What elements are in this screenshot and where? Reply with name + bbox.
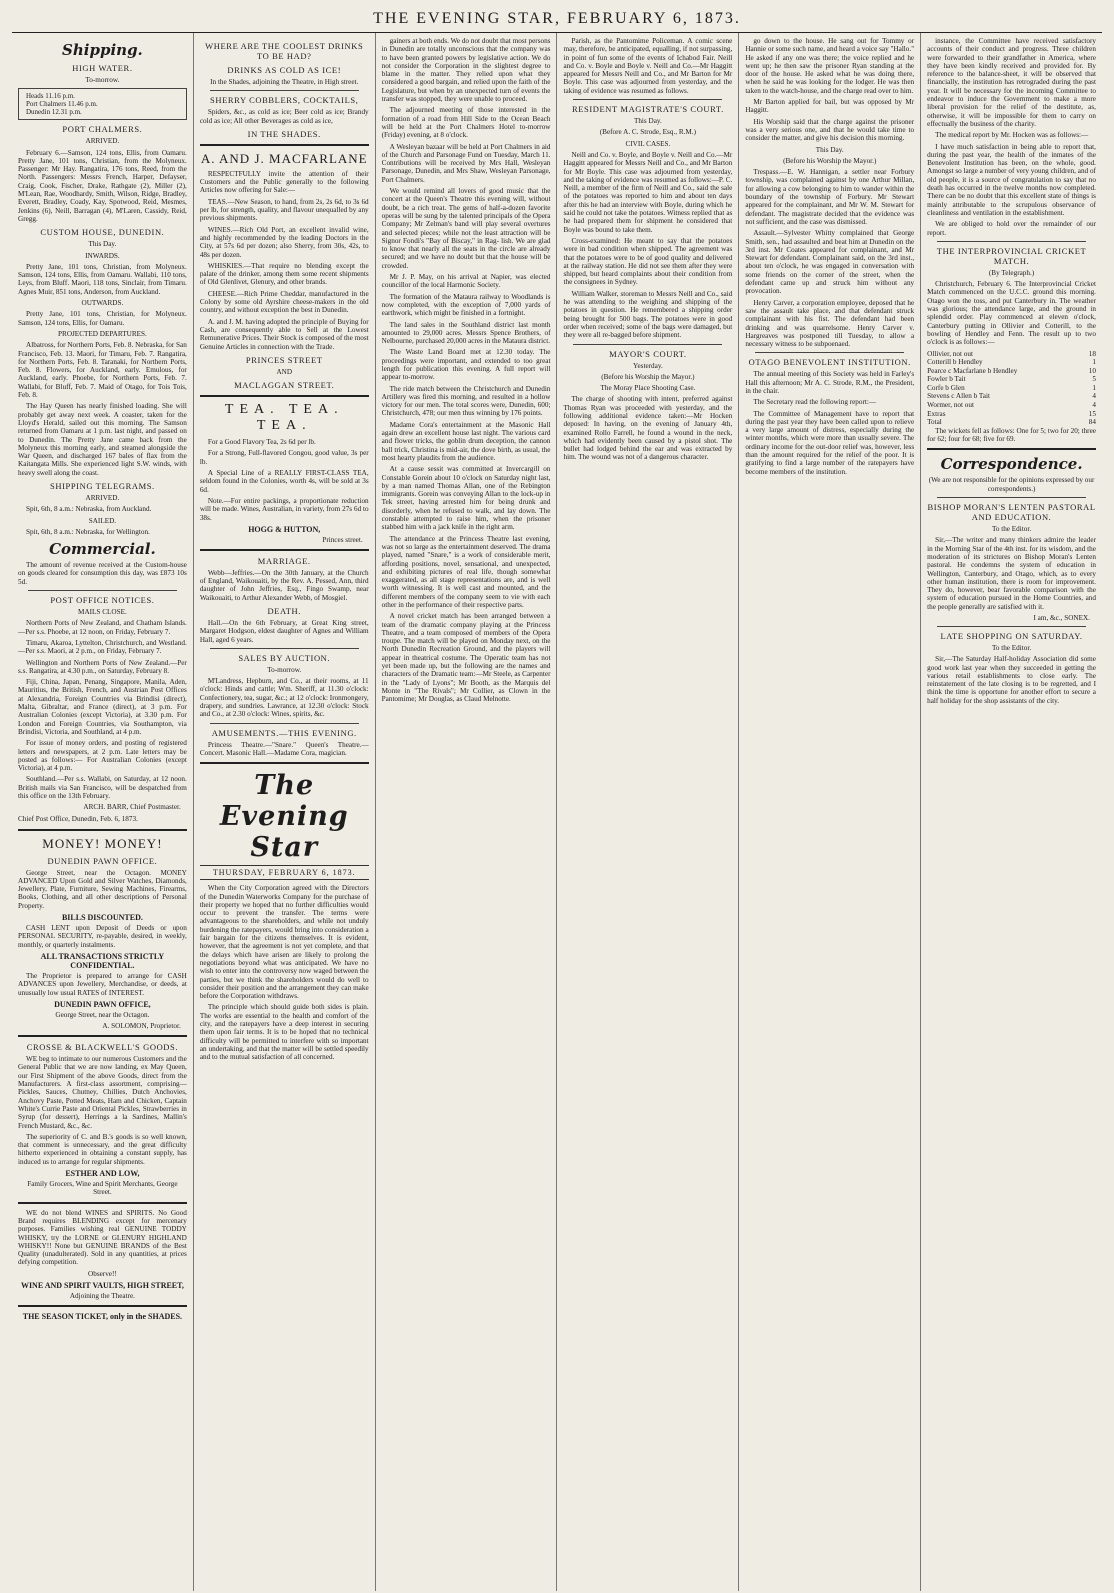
wine-vaults: WINE AND SPIRIT VAULTS, HIGH STREET,: [20, 1280, 184, 1290]
tide-dunedin: Dunedin 12.31 p.m.: [26, 108, 82, 117]
amusements-heading: AMUSEMENTS.—THIS EVENING.: [211, 727, 357, 738]
tide-heads: Heads 11.16 p.m.: [26, 92, 75, 101]
maclaggan-street: MACLAGGAN STREET.: [234, 380, 335, 391]
cheese-text: CHEESE.—Rich Prime Cheddar, manufactured in the Colony by some old Ayrshire cheese-makers in the old country, and without exception the best in Dunedin.: [199, 289, 369, 315]
col3-text-g: The land sales in the Southland district last month amounted to 29,000 acres. Messrs Spence Brothers, of Nelbourne, purchased 20,000 acres in the Mataura district.: [381, 320, 551, 346]
score-runs: 1: [1092, 383, 1096, 392]
score-row-total: [927, 418, 1096, 427]
death-text: Hall.—On the 6th February, at Great King street, Margaret Hodgson, eldest daughter of Agnes and William Hall, aged 6 years.: [199, 618, 369, 644]
tide-table: [18, 88, 187, 120]
col3-text-l: The attendance at the Princess Theatre last evening, was not so large as the entertainment deserved. The drama played, named "Snare," is a work of considerable merit, affording positions, novel, sensational, and unexpected, and exhibiting pictures of real life, though somewhat exaggerated, as all stage representations are, and is well worth witnessing. It is well cast and mounted, and the different members of the company seem to vie with each other in the performance of their respective parts.: [381, 534, 551, 609]
post-signature-2: Chief Post Office, Dunedin, Feb. 6, 1873.: [18, 815, 138, 824]
col4-before-2: (Before his Worship the Mayor.): [601, 372, 695, 381]
score-name: Cotterill b Hendley: [927, 358, 983, 367]
col5-text-a: go down to the house. He sang out for Tommy or Hannie or some such name, and heard a voice say "Hallo." He asked if any one was there; the voice replied and he went up; he then saw the prisoner Ryan standing at the door of the house. He asked what he was doing there, when he said he was looking for the lodger. He was then taken to the watch-house, and the charge read over to him.: [745, 37, 915, 95]
moray-place-case: The Moray Place Shooting Case.: [600, 384, 696, 393]
esther-sub: Family Grocers, Wine and Spirit Merchants, George Street.: [27, 1180, 178, 1197]
score-runs: 10: [1088, 366, 1096, 375]
pawn-signature: A. SOLOMON, Proprietor.: [102, 1022, 181, 1031]
col3-text-c: A Wesleyan bazaar will be held at Port Chalmers in aid of the Church and Parsonage Fund on Tuesday, March 11. Contributions will be received by Mrs Hall, Wesleyan Parsonage, Dunedin, and Mrs Shaw, Wesleyan Parsonage, Port Chalmers.: [381, 142, 551, 184]
high-water-heading: HIGH WATER.: [72, 63, 133, 73]
sales-text: M'Landress, Hepburn, and Co., at their rooms, at 11 o'clock: Hinds and cattle; Wm. Sheriff, at 11.30 o'clock: Confectionery, tea, sugar, &c.; at 12 o'clock: Ironmongery, drapery, and sundries. Lawrance, at 12.30 o'clock: Stock and Co., at 2.30 o'clock: Wines, spirits, &c.: [199, 677, 369, 719]
score-row: [927, 367, 1096, 376]
score-row: [927, 392, 1096, 401]
strictly-heading: ALL TRANSACTIONS STRICTLY CONFIDENTIAL.: [40, 951, 165, 970]
coolest-heading: WHERE ARE THE COOLEST DRINKS TO BE HAD?: [205, 41, 364, 61]
leader-text-2: The principle which should guide both sides is plain. The works are essential to the health and comfort of the city, and the ratepayers have a deep interest in securing them upon fair terms. It is to be hoped that no technical difficulty will be permitted to interfere with so important an undertaking, and that the matter will be settled speedily and to the mutual satisfaction of all concerned.: [199, 1003, 369, 1062]
letter-signature: I am, &c., SONEX.: [1033, 614, 1090, 622]
tea-line-2: For a Strong, Full-flavored Congou, good value, 3s per lb.: [199, 449, 369, 466]
observe-label: Observe!!: [88, 1269, 117, 1278]
col6-text-a: instance, the Committee have received satisfactory accounts of their conduct and progress. Three children were forwarded to their grandfather in America, where they have been kindly received and provided for. By reference to the balance-sheet, it will be observed that financially, the institution has retrograded during the past year. It will be necessary for the incoming Committee to endeavor to induce the Government to make a more liberal provision for the relief of the destitute, as, otherwise, it will be impossible for them to carry on effectually the business of the charity.: [927, 37, 1096, 128]
inwards-label: INWARDS.: [85, 251, 120, 260]
col6-text-g: Sir,—The writer and many thinkers admire the leader in the Morning Star of the 4th inst. for its wisdom, and the moderation of its strictures on Bishop Moran's Lenten pastoral. He condemns the system of education in Wellington, Canterbury, and Otago, which, as to every other human institution, there is room for improvement. They do, however, bear favorable comparison with the system of education pursued in the Home Countries, and the people generally are satisfied with it.: [927, 536, 1096, 611]
col4-this-day: This Day.: [633, 117, 662, 126]
col3-text-b: The adjourned meeting of those interested in the formation of a road from Hill Side to the Ocean Beach will be held at the Port Chalmers Hotel to-morrow (Friday) evening, at 8 o'clock.: [381, 106, 551, 140]
commercial-text: The amount of revenue received at the Custom-house on goods cleared for consumption this day, was £873 10s 5d.: [18, 561, 187, 586]
score-list: [927, 350, 1096, 427]
crosse-heading: CROSSE & BLACKWELL'S GOODS.: [26, 1042, 179, 1053]
tea-line-1: For a Good Flavory Tea, 2s 6d per lb.: [207, 438, 316, 447]
col5-text-e: Assault.—Sylvester Whitty complained that George Smith, sen., had assaulted and beat him at Dunedin on the 3rd inst. Mr Coates appeared for complainant, and Mr Stewart for defendant. Complainant said, on the 3rd inst., about ten o'clock, he was engaged in conversation with some friends on the corner of the street, when the defendant came up and struck him without any provocation.: [745, 229, 915, 296]
col5-text-h: The Secretary read the following report:—: [753, 398, 877, 407]
to-editor: To the Editor.: [991, 525, 1032, 534]
post-signature: ARCH. BARR, Chief Postmaster.: [83, 803, 181, 812]
col6-text-d: We are obliged to hold over the remainder of our report.: [927, 220, 1096, 237]
this-day-label: This Day.: [88, 240, 117, 249]
tel-sailed-text: Spit, 6th, 8 a.m.: Nebraska, for Wellington.: [26, 527, 150, 536]
cold-sub: In the Shades, adjoining the Theatre, in High street.: [210, 78, 359, 86]
projected-label: PROJECTED DEPARTURES.: [58, 329, 147, 338]
and-word: AND: [276, 367, 293, 376]
score-runs: 5: [1092, 375, 1096, 384]
marriage-heading: MARRIAGE.: [257, 555, 311, 566]
col4-text-e: The charge of shooting with intent, preferred against Thomas Ryan was proceeded with yesterday, and the following additional evidence taken:—Mr Hocken deposed: In having, on the evening of January 4th, examined Rollo Farrell, he found a wound in the neck, which had evidently been caused by a pistol shot. The bullet had lodged behind the ear and was extracted by him. The wound was not of a dangerous character.: [563, 395, 733, 462]
bishop-heading: BISHOP MORAN'S LENTEN PASTORAL AND EDUCATION.: [927, 502, 1096, 523]
score-row: [927, 384, 1096, 393]
score-runs: 4: [1092, 401, 1096, 410]
col6-text-f: The wickets fell as follows: One for 5; two for 20; three for 62; four for 68; five for 69.: [927, 426, 1096, 444]
tomorrow-label: To-morrow.: [85, 76, 120, 84]
section-heading-commercial: Commercial.: [49, 540, 156, 559]
col3-text-e: Mr J. P. May, on his arrival at Napier, was elected councillor of the local Harmonic Society.: [381, 273, 551, 290]
pawn-office-heading: DUNEDIN PAWN OFFICE.: [47, 855, 158, 866]
col4-text-b: Neill and Co. v. Boyle, and Boyle v. Neill and Co.—Mr Haggitt appeared for Messrs Neill and Co., and Mr Barton for Mr Boyle. This case was adjourned from yesterday, and the taking of evidence was resumed as follows:—P. C. Neill, a member of the firm of Neill and Co., said the sale of the potatoes was reported to him and about ten days after this he had an interview with Boyle, during which he said he could not take the potatoes. Witness replied that as he had prepared them for shipment he considered that Boyle was bound to take them.: [563, 150, 733, 234]
col4-yesterday: Yesterday.: [633, 361, 663, 370]
column-1: [12, 33, 194, 1591]
col6-text-b: The medical report by Mr. Hocken was as follows:—: [935, 131, 1089, 140]
money-ad-title: MONEY! MONEY!: [42, 835, 163, 851]
projected-text: Albatross, for Northern Ports, Feb. 8. Nebraska, for San Francisco, Feb. 13. Maori, for Timaru, Feb. 7. Rangatira, for Northern Ports, Feb. 8. Taranaki, for Northern Ports, Feb. 8. Flowers, for Auckland, early. Emulous, for Auckland, early. Phoebe, for Northern Ports, Feb. 7. Wallabi, for Bluff, Feb. 7. Maid of Otago, for Tois Tois, Feb. 8.: [18, 341, 187, 400]
score-row: [927, 358, 1096, 367]
by-telegraph: (By Telegraph.): [988, 268, 1035, 277]
whiskies-text: WHISKIES.—That require no blending except the palate of the drinker, among them some recent shipments of Old Glenlivet, Glenury, and other brands.: [199, 261, 369, 287]
col5-text-i: The Committee of Management have to report that during the past year they have been called upon to relieve a very large amount of distress, especially during the winter months, which were more than usually severe. The ordinary income for the out-door relief was, however, less than the amount required for the relief of the poor. It is gratifying to find a large number of the ratepayers have become members of the institution.: [745, 409, 915, 476]
correspondence-heading: Correspondence.: [940, 455, 1083, 474]
score-name: Ollivier, not out: [927, 349, 973, 358]
sherry-heading: SHERRY COBBLERS, COCKTAILS,: [210, 95, 359, 106]
post-text-4: Fiji, China, Japan, Penang, Singapore, Manila, Aden, Mauritius, the British, French, and Austrian Post Offices at Alexandria, Foreign Countries via Brindisi (direct), Malta, Gibraltar, and France (direct), at 3 p.m. For Australian Colonies (except Victoria), at 3.30 p.m. For London and Foreign Countries, via Southampton, via Brindisi, Victoria, and Southland, at 4 p.m.: [18, 678, 187, 736]
death-heading: DEATH.: [267, 605, 302, 616]
column-4: [557, 33, 739, 1591]
col4-text-d: William Walker, storeman to Messrs Neill and Co., said he was attending to the weighing and shipping of the potatoes in question. He remembered a shipping order being brought for 500 bags. The potatoes were in good order when received; some of the bags were damaged, but they were all re-bagged before shipment.: [563, 289, 733, 340]
score-runs: 4: [1092, 392, 1096, 401]
custom-house-heading: CUSTOM HOUSE, DUNEDIN.: [40, 227, 165, 238]
column-2: [194, 33, 376, 1591]
score-name: Pearce c Macfarlane b Hendley: [927, 366, 1018, 375]
arrived-text: February 6.—Samson, 124 tons, Ellis, from Oamaru. Pretty Jane, 101 tons, Christian, from the Molyneux. Passenger: Mr Hay. Rangatira, 176 tons, Reed, from the North. Passengers: Messrs French, Harper, Defayser, Craig, Cook, Fischer, Drake, Rathgate (2), Miller (2), M'Lean, Rae, Woodhardy, Smith, Wilson, Ridge, Bradley, Everett, Bradley, Coady, Kay, Spotwood, Reid, Mesmes, Jenkins (6), Neill, Barragan (4), M'Laren, Cassidy, Reid, Gregg.: [18, 148, 187, 223]
score-name: Total: [927, 418, 942, 427]
score-name: Extras: [927, 409, 946, 418]
sales-heading: SALES BY AUCTION.: [238, 652, 331, 663]
column-3: [376, 33, 558, 1591]
tea-note: Note.—For entire packings, a proportionate reduction will be made. Wines, Australian, in variety, from 27s 6d to 38s.: [199, 496, 369, 522]
post-text-3: Wellington and Northern Ports of New Zealand.—Per s.s. Rangatira, at 4.30 p.m., on Saturday, February 8.: [18, 658, 187, 675]
column-6: [921, 33, 1102, 1591]
tel-sailed-label: SAILED.: [88, 516, 117, 525]
pawn-office-2: DUNEDIN PAWN OFFICE,: [54, 999, 151, 1009]
esther-heading: ESTHER AND LOW,: [65, 1169, 140, 1179]
pawn-text: George Street, near the Octagon. MONEY ADVANCED Upon Gold and Silver Watches, Diamonds, Jewellery, Plate, Furniture, Sewing Machines, Firearms, Books, Clothing, and all other descriptions of Personal Property.: [18, 868, 187, 910]
crosse-text-2: The superiority of C. and B.'s goods is so well known, that comment is unnecessary, and the great difficulty hitherto experienced in obtaining a constant supply, has induced us to arrange for regular shipments.: [18, 1132, 187, 1166]
col4-before: (Before A. C. Strode, Esq., R.M.): [599, 128, 697, 137]
post-text-2: Timaru, Akaroa, Lyttelton, Christchurch, and Westland.—Per s.s. Maori, at 2 p.m., on Friday, February 7.: [18, 638, 187, 656]
amusements-text: Princess Theatre.—"Snare." Queen's Theatre.—Concert. Masonic Hall.—Madame Cora, magician.: [199, 740, 369, 757]
col4-text-c: Cross-examined: He meant to say that the potatoes were in bad condition when shipped. The agreement was that the potatoes were to be of good quality and delivered at the railway station. He did not see them after they were shipped, but heard complaints about their condition from the consignees in Sydney.: [563, 236, 733, 287]
resident-court-heading: RESIDENT MAGISTRATE'S COURT.: [571, 104, 724, 115]
bills-text: CASH LENT upon Deposit of Deeds or upon PERSONAL SECURITY, re-payable, desired, in weekly, monthly, or quarterly instalments.: [18, 924, 187, 949]
col3-text-m: A novel cricket match has been arranged between a team of the dramatic company playing at the Princess Theatre, and a team composed of members of the Opera troupe. The match will be played on Monday next, on the North Dunedin Recreation Ground, and the players will appear in theatrical costume. The Operatic team has not yet been made up, but the following are the names and characters of the Dramatic team:—Mr Steele, as Carpenter in the "Lady of Lyons"; Mr Booth, as the Marquis del Monte in "The Rivals"; Mr Collier, as Clown in the Pantomime; Mr Douglas, as Claud Melnotte.: [381, 612, 551, 704]
col3-text-k: At a cause sessit was committed at Invercargill on Constable Gorein about 10 o'clock on Saturday night last, by a man named Thomas Allan, one of the Rebington immigrants. Gorein was conveying Allan to the lock-up in Tek street, having arrested him for being drunk and disorderly, when he refused to walk, and lay down. The constable attempted to raise him, when the prisoner stabbed him with a jack knife in the right arm.: [381, 465, 551, 532]
leader-text: When the City Corporation agreed with the Directors of the Dunedin Waterworks Company for the purchase of their property we hoped that no further difficulties would occur to prevent the transfer. The terms were advantageous to the shareholders, and while not unduly burdening the ratepayers, would bring into consideration a fair bargain for the citizens themselves. It is evident, however, that the agreement is not yet complete, and that the delays which have arisen are likely to prolong the negotiations beyond what was anticipated. We have no wish to enter into the controversy now waged between the parties, but we think the shareholders would do well to consider their position and the arrangement they can make before the Corporation withdraws.: [199, 884, 369, 1001]
shipping-telegrams-heading: SHIPPING TELEGRAMS.: [50, 480, 155, 491]
sherry-sub: Spiders, &c., as cold as ice; Beer cold as ice; Brandy cold as ice; All other Beverages as cold as ice,: [199, 108, 369, 125]
col3-text-j: Madame Cora's entertainment at the Masonic Hall again drew an excellent house last night. The various card and flower tricks, the goblin drum deception, the cannon ball trick, Christina is mid-air, the dove birth, as usual, the most hearty plaudits from the audience.: [381, 420, 551, 462]
score-name: Fowler b Tait: [927, 375, 966, 384]
score-name: Corfe b Glen: [927, 383, 965, 392]
post-text-5: For issue of money orders, and posting of registered letters and newspapers, at 2 p.m. Late letters may be posted as follows:— For Australian Colonies (except Victoria), at 4 p.m.: [18, 739, 187, 773]
col5-this-day: This Day.: [815, 145, 844, 154]
col3-text-h: The Waste Land Board met at 12.30 today. The proceedings were important, and extended to too great length for publication this evening. A full report will appear to-morrow.: [381, 348, 551, 382]
score-row: [927, 410, 1096, 419]
tel-arrived-label: ARRIVED.: [85, 493, 120, 502]
section-heading-shipping: Shipping.: [62, 41, 143, 59]
score-runs: 15: [1088, 409, 1096, 418]
col4-text-a: Parish, as the Pantomime Policeman. A comic scene may, therefore, be anticipated, equalling, if not surpassing, in point of fun some of the events of Ichabod Fair. Neill and Co. v. Boyle and Boyle v. Neill and Co.—Mr Haggitt appeared for Messrs Neill and Co., and Mr Barton for Mr Boyle. This case was adjourned from yesterday, and the taking of evidence was resumed as follows.: [563, 37, 733, 95]
princes-street: PRINCES STREET: [245, 354, 323, 365]
port-chalmers-heading: PORT CHALMERS.: [62, 124, 143, 135]
tea-sign: TEA. TEA. TEA.: [224, 402, 344, 434]
col5-text-d: Trespass.—E. W. Hannigan, a settler near Forbury township, was complained against by one Arthur Millan, for allowing a cow belonging to him to wander within the boundary of the township of Forbury. Mr Stewart appeared for the complainant, and Mr W. M. Stewart for defendant. The magistrate decided that the evidence was not sufficient, and the case was dismissed.: [745, 168, 915, 226]
page-header: THE EVENING STAR, FEBRUARY 6, 1873.: [12, 8, 1102, 33]
marriage-text: Webb—Jeffries.—On the 30th January, at the Church of England, Waikouaiti, by the Rev. A. Pessed, Ann, third daughter of John Jeffries, Esq., Fingo Swamp, near Waikouaiti, to Arthur Alexander Webb, of Mosgiel.: [199, 568, 369, 602]
tide-port: Port Chalmers 11.46 p.m.: [26, 100, 98, 109]
outwards-label: OUTWARDS.: [81, 299, 124, 308]
score-runs: 18: [1088, 349, 1096, 358]
col6-text-c: I have much satisfaction in being able to report that, during the past year, the health of the inmates of the Benevolent Institution has been, on the whole, good. Amongst so large a number of very young children, and of old people, it is a source of congratulation to say that no death has occurred in the twelve months now completed. There can be no doubt that this excellent state of things is mainly attributable to the scrupulous observance of cleanliness and ventilation in the establishment.: [927, 142, 1096, 217]
column-5: [739, 33, 921, 1591]
bills-heading: BILLS DISCOUNTED.: [61, 913, 143, 923]
outwards-text: Pretty Jane, 101 tons, Christian, for Molyneux. Samson, 124 tons, Ellis, for Oamaru.: [18, 310, 187, 327]
in-shades-heading: IN THE SHADES.: [247, 128, 321, 139]
evening-star-masthead: The Evening Star: [219, 770, 349, 864]
teas-text: TEAS.—New Season, to hand, from 2s, 2s 6d, to 3s 6d per lb, for strength, quality, and flavour unequalled by any previous shipments.: [199, 197, 369, 223]
hogg-heading: HOGG & HUTTON,: [248, 524, 321, 534]
tel-arrived-text: Spit, 6th, 8 a.m.: Nebraska, from Auckland.: [26, 505, 152, 514]
score-row: [927, 375, 1096, 384]
blends-text: WE do not blend WINES and SPIRITS. No Good Brand requires BLENDING except for mercenary purposes. Families wishing real GENUINE TODDY WHISKY, try the LORNE or GLENURY HIGHLAND WHISKY!! None but GENUINE BRANDS of the Best Quality (unadulterated). Sold in any quantities, at prices defying competition.: [18, 1208, 187, 1267]
col3-text-f: The formation of the Mataura railway to Woodlands is now completed, with the exception of 7,000 yards of earthwork, which might be finished in a fortnight.: [381, 292, 551, 318]
correspondence-note: (We are not responsible for the opinions expressed by our correspondents.): [928, 476, 1095, 493]
season-ticket: THE SEASON TICKET, only in the SHADES.: [22, 1312, 183, 1322]
mails-close-label: MAILS CLOSE.: [78, 608, 127, 617]
score-name: Stevens c Allen b Tait: [927, 392, 990, 401]
dateline: THURSDAY, FEBRUARY 6, 1873.: [200, 865, 369, 880]
macfarlane-text: RESPECTFULLY invite the attention of their Customers and the Public generally to the following Articles now offering for Sale:—: [199, 169, 369, 195]
col3-text-i: The ride match between the Christchurch and Dunedin Artillery was fired this morning, and resulted in a hollow victory for our men. The total scores were, Dunedin, 600; Christchurch, 478; our men thus winning by 176 points.: [381, 384, 551, 418]
col6-text-h: Sir,—The Saturday Half-holiday Association did some good work last year when they succeeded in getting the various retail establishments to close early. The reinstatement of the late closing is to be regretted, and I think the time is opportune for another effort to secure a half holiday for the shop assistants of the city.: [927, 655, 1096, 705]
wines-text: WINES.—Rich Old Port, an excellent invalid wine, and highly recommended by the leading Doctors in the City, at 57s 6d per dozen; also Sherry, from 30s, 42s, to 48s per dozen.: [199, 225, 369, 259]
inwards-text: Pretty Jane, 101 tons, Christian, from Molyneux. Samson, 124 tons, Ellis, from Oamaru. Wallabi, 110 tons, Leys, from Bluff. Maori, 118 tons, Sinclair, from Timaru. Agnes Muir, 851 tons, Anderson, from Auckland.: [18, 262, 187, 296]
sales-tomorrow: To-morrow.: [267, 665, 302, 674]
col5-text-f: Henry Carver, a corporation employee, deposed that he saw the assault take place, and that defendant struck complainant with his fist. The defendant had been drinking and was quarrelsome. Henry Carver v. Hargreaves was postponed till Tuesday, to allow a necessary witness to be subpoenaed.: [745, 298, 915, 349]
score-row: [927, 350, 1096, 359]
col5-text-b: Mr Barton applied for bail, but was opposed by Mr Haggitt.: [745, 98, 915, 115]
score-runs: 84: [1088, 418, 1096, 427]
macfarlane-text-2: A. and J. M. having adopted the principle of Buying for Cash, are consequently able to Sell at the Lowest Remunerative Prices. Their Stock is composed of the most Genuine Articles in connection with the Trade.: [199, 317, 369, 351]
cash-adv-text: The Proprietor is prepared to arrange for CASH ADVANCES upon Jewellery, Merchandise, or deeds, at unusually low usual RATES of INTEREST.: [18, 971, 187, 997]
pawn-address: George Street, near the Octagon.: [55, 1010, 150, 1019]
late-to-editor: To the Editor.: [991, 644, 1032, 652]
col5-text-c: His Worship said that the charge against the prisoner was a very serious one, and that he would take time to consider the matter, and give his decision this morning.: [745, 117, 915, 143]
col5-before: (Before his Worship the Mayor.): [783, 156, 877, 165]
col3-text-d: We would remind all lovers of good music that the concert at the Queen's Theatre this evening will, without doubt, be a rich treat. The gems of half-a-dozen favorite operas will be sung by the talented principals of the Opera Company; Mr Zelman's band will play several overtures and selected pieces; while not the least attraction will be Signor Fondi's "Bay of Biscay," in Rag- lish. We are glad to know that nearly all the seats in the circle are already secured; and we have no doubt but that the house will be crowded.: [381, 187, 551, 270]
civil-cases: CIVIL CASES.: [625, 139, 671, 148]
col5-text-g: The annual meeting of this Society was held in Farley's Hall this afternoon; Mr A. C. Strode, R.M., the President, in the chair.: [745, 370, 915, 395]
post-office-heading: POST OFFICE NOTICES.: [50, 595, 155, 606]
col3-text-a: gainers at both ends. We do not doubt that most persons in Dunedin are totally unconscious that the company was to have been granted powers by legislative action. We do not consider the Corporation in the slightest degree to blame in the matter. They relied upon what they considered a good bargain, and relied upon the faith of the Legislature, but when by an unexpected turn of events the transfer was stopped, they were unable to proceed.: [381, 37, 551, 104]
score-name: Wormer, not out: [927, 401, 974, 410]
crosse-text: WE beg to intimate to our numerous Customers and the General Public that we are now landing, ex May Queen, our First Shipment of the above Goods, direct from the Manufacturers. A first-class assortment, comprising— Pickles, Sauces, Chutney, Chillies, Dutch Anchovies, Anchovy Paste, Potted Meats, Ham and Chicken, Captain White's Currie Paste and Oriental Pickles, Strawberries in Syrup (for dessert), Herrings a la Sardines, Mallin's French Mustard, &c., &c.: [18, 1055, 187, 1130]
interprovincial-heading: THE INTERPROVINCIAL CRICKET MATCH.: [936, 245, 1087, 266]
columns: [12, 33, 1102, 1591]
macfarlane-heading: A. AND J. MACFARLANE: [200, 150, 368, 166]
shipping-news: The Hay Queen has nearly finished loading. She will probably get away next week. A coaster, taken for the Lloyd's Herald, sailed out this morning. The Samson returned from Oamaru at 1 p.m. last night, and passed on to Dunedin. The Pretty Jane came back from the Molyneux this morning early, and steamed alongside the War Queen, and discharged 167 bales of flax from the Kaitangata Mills. She experienced light S.W. winds, with heavy swell along the coast.: [18, 402, 187, 477]
adjoining-label: Adjoining the Theatre.: [69, 1291, 135, 1300]
cold-ice-heading: DRINKS AS COLD AS ICE!: [227, 65, 342, 75]
score-runs: 1: [1092, 358, 1096, 367]
benevolent-heading: OTAGO BENEVOLENT INSTITUTION.: [748, 357, 911, 368]
arrived-label: ARRIVED.: [85, 137, 120, 146]
post-text-1: Northern Ports of New Zealand, and Chatham Islands.—Per s.s. Phoebe, at 12 noon, on Friday, February 7.: [18, 619, 187, 636]
score-row: [927, 401, 1096, 410]
col6-text-e: Christchurch, February 6. The Interprovincial Cricket Match commenced on the U.C.C. ground this morning. Otago won the toss, and put Canterbury in. The weather was glorious; the attendance large, and the ground in splendid order. Play commenced at eleven o'clock, Canterbury putting in Ollivier and Cotterill, to the bowling of Hendley and Fenn. The result up to two o'clock is as follows:—: [927, 280, 1096, 347]
late-shopping-heading: LATE SHOPPING ON SATURDAY.: [940, 631, 1083, 641]
tea-line-3: A Special Line of a REALLY FIRST-CLASS TEA, seldom found in the Colonies, worth 4s, will be sold at 3s 6d.: [199, 469, 369, 494]
hogg-sub: Princes street.: [322, 535, 363, 544]
mayors-court-heading: MAYOR'S COURT.: [609, 348, 687, 359]
post-text-6: Southland.—Per s.s. Wallabi, on Saturday, at 12 noon. British mails via San Francisco, will be despatched from this office on the 13th February.: [18, 775, 187, 800]
